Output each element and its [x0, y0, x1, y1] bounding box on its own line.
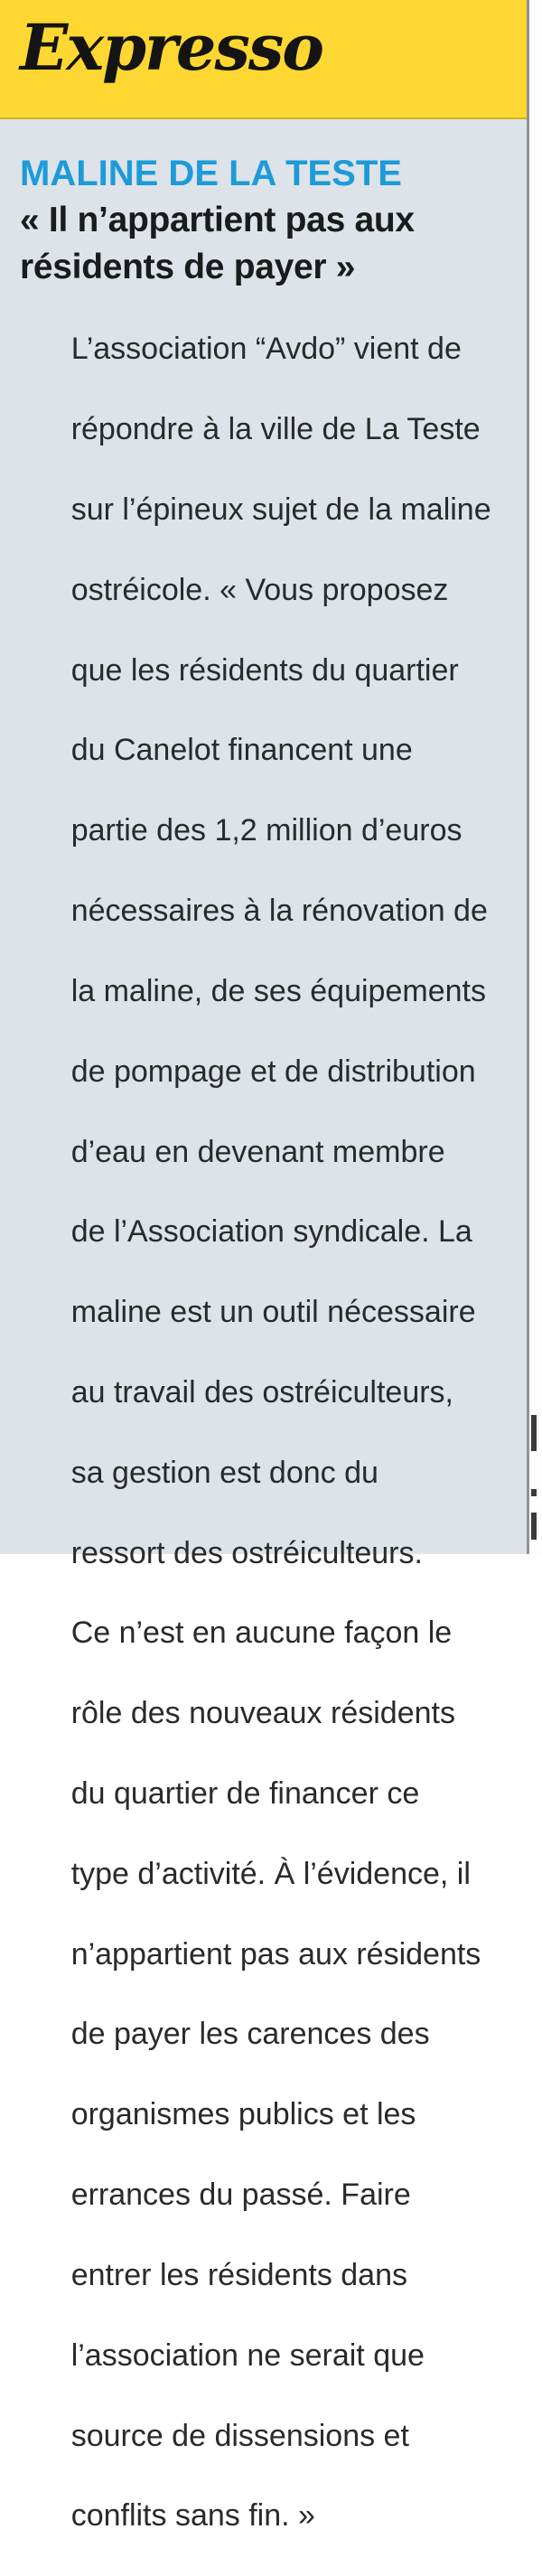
body-line: conflits sans fin. » — [70, 2498, 315, 2534]
body-line: du Canelot financent une — [70, 733, 413, 768]
body-line: au travail des ostréiculteurs, — [70, 1374, 453, 1410]
page-edge-mark — [531, 1489, 537, 1496]
body-line: source de dissensions et — [70, 2418, 409, 2453]
body-line: l’association ne serait que — [70, 2337, 425, 2373]
body-line: n’appartient pas aux résidents — [70, 1936, 481, 1972]
headline-line: « Il n’appartient pas aux — [20, 201, 415, 239]
body-line: de l’Association syndicale. La — [70, 1214, 472, 1250]
article-headline — [20, 197, 526, 291]
body-line: sur l’épineux sujet de la maline — [70, 492, 491, 528]
body-line: du quartier de financer ce — [70, 1776, 420, 1812]
section-title: Expresso — [20, 10, 322, 85]
body-line: maline est un outil nécessaire — [70, 1295, 476, 1330]
body-line: répondre à la ville de La Teste — [70, 412, 481, 447]
body-line: de payer les carences des — [70, 2017, 430, 2052]
body-line: que les résidents du quartier — [70, 652, 459, 688]
section-banner — [0, 0, 527, 119]
body-line: sa gestion est donc du — [70, 1455, 378, 1490]
page-edge-mark — [531, 1415, 537, 1451]
body-line: d’eau en devenant membre — [70, 1134, 445, 1169]
body-line: type d’activité. À l’évidence, il — [70, 1856, 471, 1891]
body-line: errances du passé. Faire — [70, 2178, 411, 2213]
headline-line: résidents de payer » — [20, 248, 356, 286]
page-edge-mark — [531, 1513, 537, 1540]
body-line: entrer les résidents dans — [70, 2257, 407, 2292]
body-line: rôle des nouveaux résidents — [70, 1696, 455, 1731]
body-line: organismes publics et les — [70, 2097, 416, 2132]
body-line: partie des 1,2 million d’euros — [70, 813, 463, 848]
body-line: ostréicole. « Vous proposez — [70, 572, 449, 607]
body-line: nécessaires à la rénovation de — [70, 894, 488, 929]
article-kicker: MALINE DE LA TESTE — [20, 154, 402, 193]
body-line: ressort des ostréiculteurs. — [70, 1535, 423, 1570]
body-line: Ce n’est en aucune façon le — [70, 1616, 453, 1651]
body-line: de pompage et de distribution — [70, 1054, 476, 1089]
body-line: la maline, de ses équipements — [70, 973, 486, 1008]
body-line: L’association “Avdo” vient de — [70, 332, 462, 367]
article-body — [20, 289, 491, 2576]
